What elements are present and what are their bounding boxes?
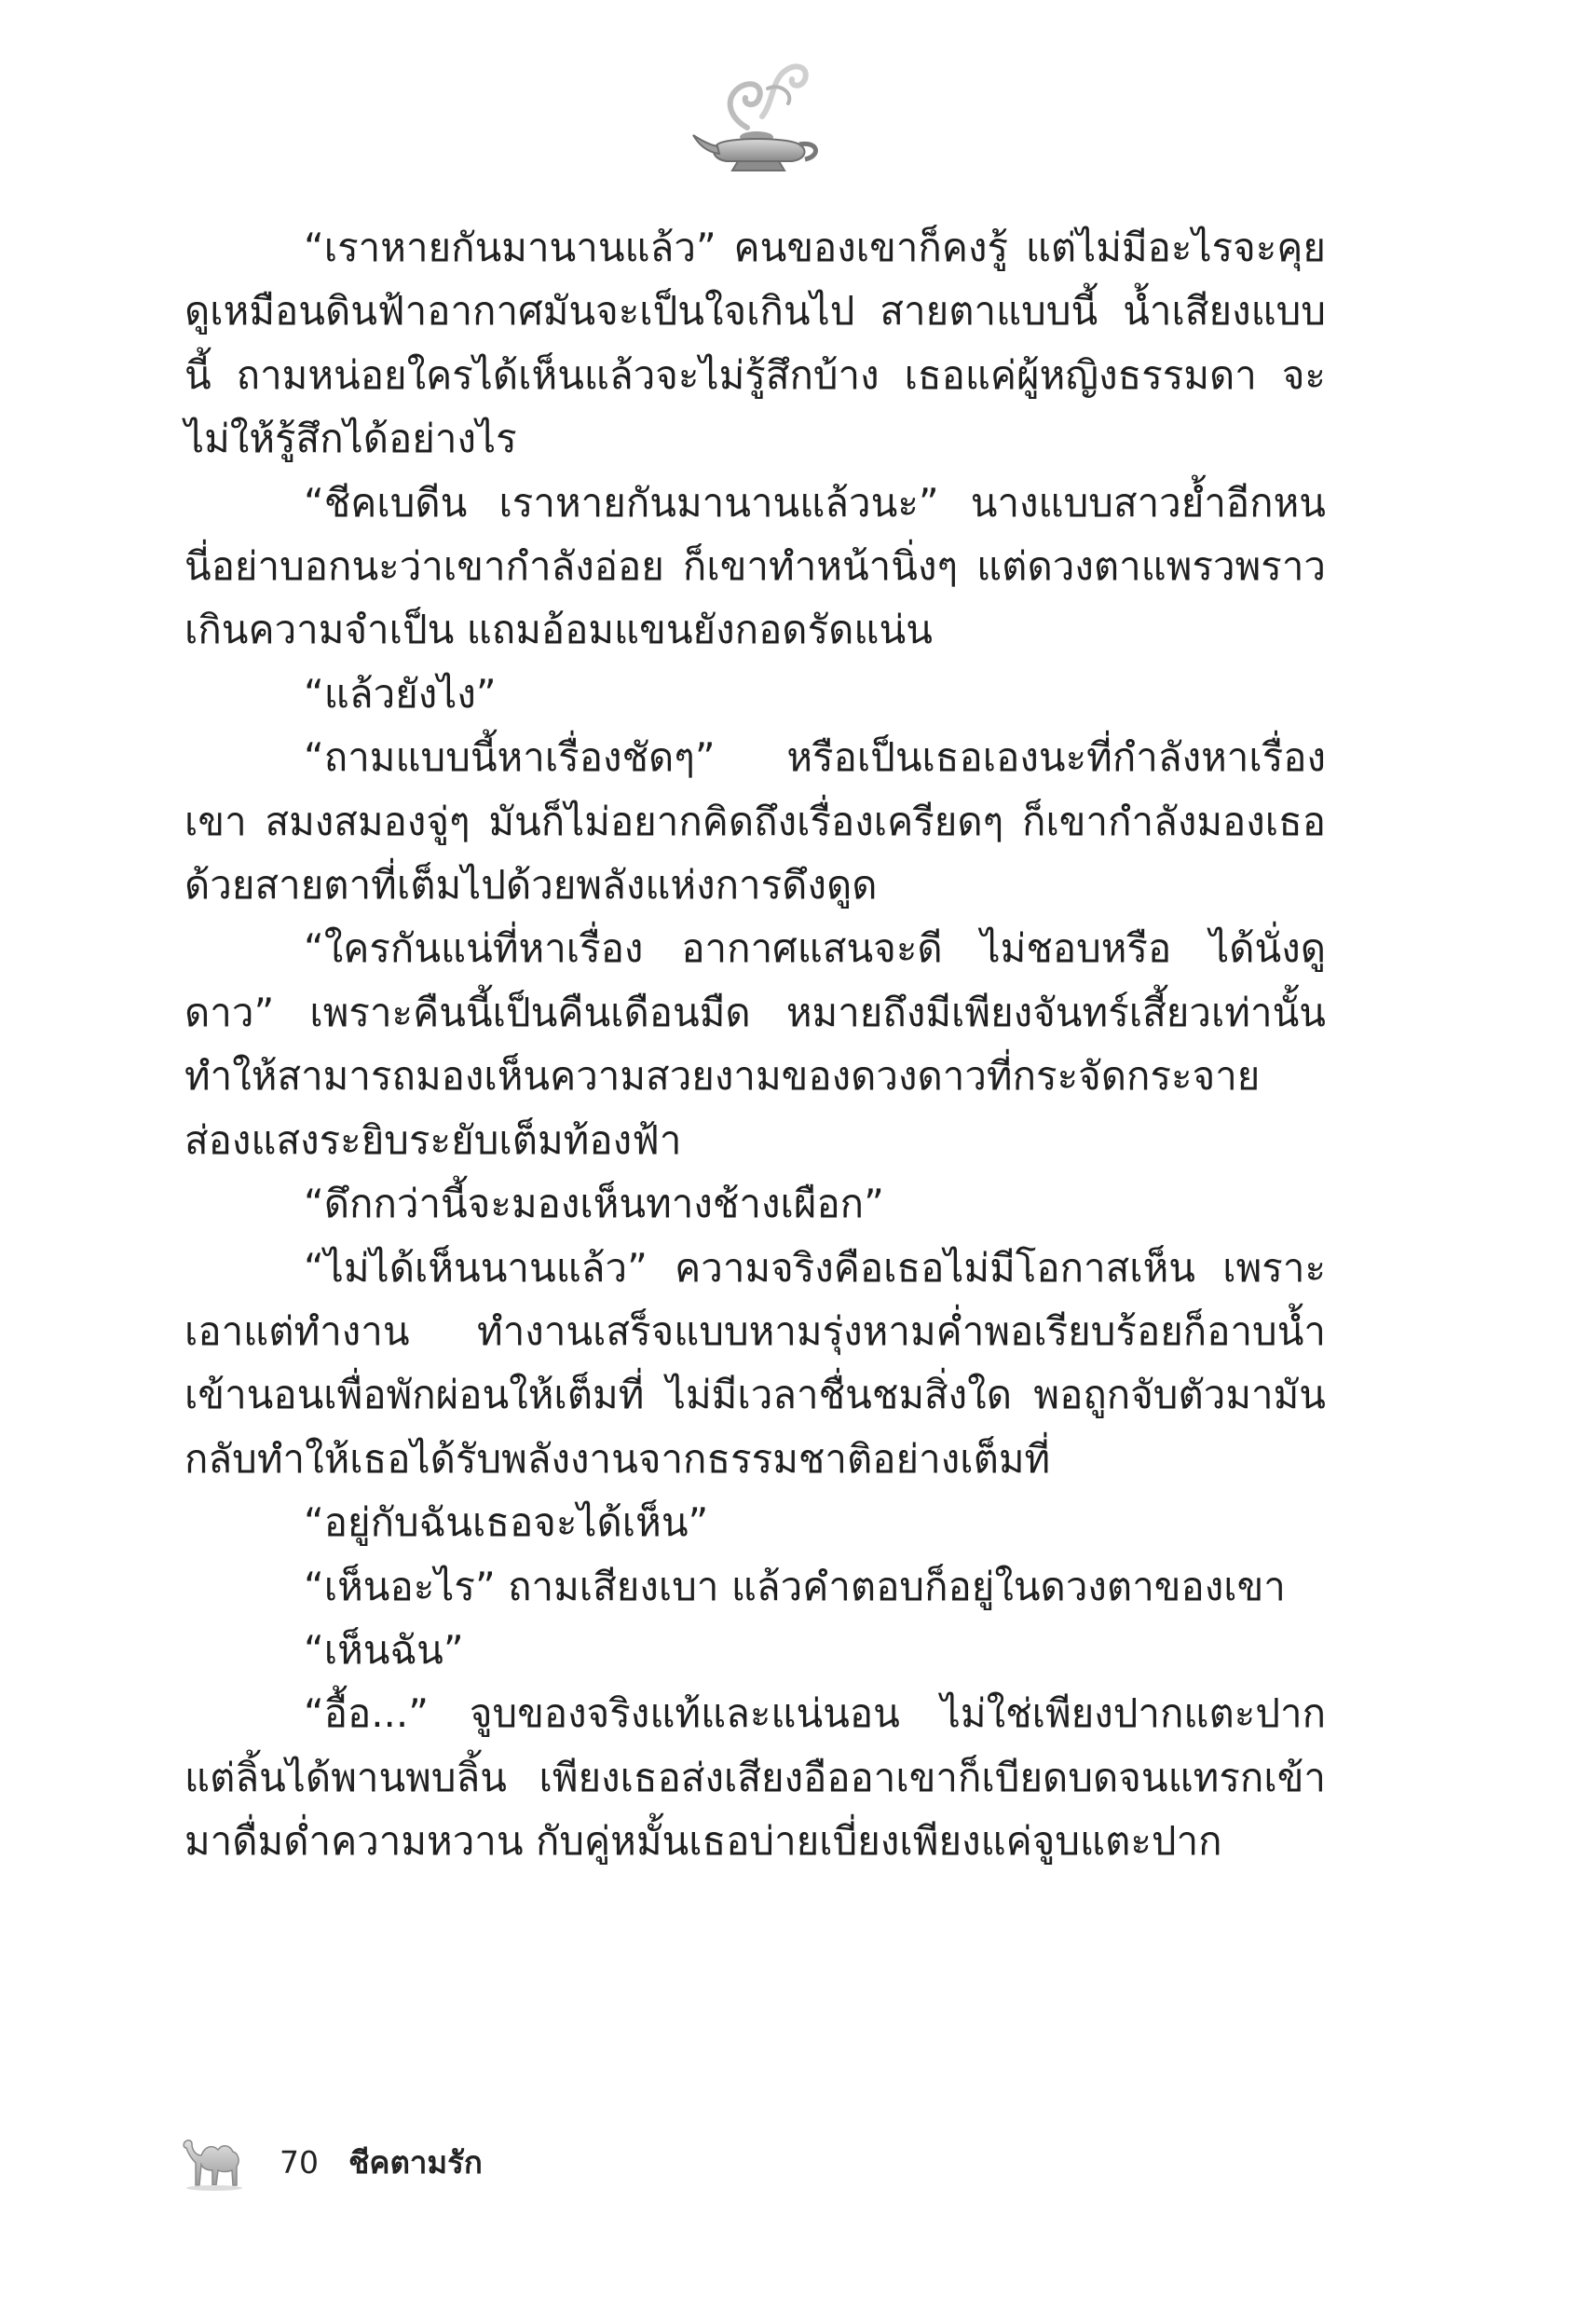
paragraph: “เราหายกันมานานแล้ว” คนของเขาก็คงรู้ แต่ไม่มีอะไรจะคุย ดูเหมือนดินฟ้าอากาศมันจะเป็นใจเกินไป สายตาแบบนี้ น้ำเสียงแบบนี้ ถามหน่อยใครได้เห็นแล้วจะไม่รู้สึกบ้าง เธอแค่ผู้หญิงธรรมดา จะไม่ให้รู้สึกได้อย่างไร [184, 225, 1326, 462]
paragraph: “ใครกันแน่ที่หาเรื่อง อากาศแสนจะดี ไม่ชอบหรือ ได้นั่งดูดาว” เพราะคืนนี้เป็นคืนเดือนมืด หมายถึงมีเพียงจันทร์เสี้ยวเท่านั้น ทำให้สามารถมองเห็นความสวยงามของดวงดาวที่กระจัดกระจายส่องแสงระยิบระยับเต็มท้องฟ้า [184, 925, 1326, 1163]
paragraph: “ถามแบบนี้หาเรื่องชัดๆ” หรือเป็นเธอเองนะที่กำลังหาเรื่องเขา สมงสมองจู่ๆ มันก็ไม่อยากคิดถึงเรื่องเครียดๆ ก็เขากำลังมองเธอด้วยสายตาที่เต็มไปด้วยพลังแห่งการดึงดูด [184, 734, 1326, 909]
paragraph: “แล้วยังไง” [304, 670, 497, 717]
body-text [184, 216, 1326, 1874]
paragraph: “ชีคเบดีน เราหายกันมานานแล้วนะ” นางแบบสาวย้ำอีกหน นี่อย่าบอกนะว่าเขากำลังอ่อย ก็เขาทำหน้านิ่งๆ แต่ดวงตาแพรวพราวเกินความจำเป็น แถมอ้อมแขนยังกอดรัดแน่น [184, 479, 1326, 653]
camel-icon [179, 2133, 250, 2191]
paragraph: “เห็นฉัน” [304, 1626, 464, 1673]
page-footer [179, 2129, 483, 2195]
paragraph: “อยู่กับฉันเธอจะได้เห็น” [304, 1499, 709, 1546]
paragraph: “เห็นอะไร” ถามเสียงเบา แล้วคำตอบก็อยู่ในดวงตาของเขา [304, 1563, 1286, 1609]
paragraph: “ไม่ได้เห็นนานแล้ว” ความจริงคือเธอไม่มีโอกาสเห็น เพราะเอาแต่ทำงาน ทำงานเสร็จแบบหามรุ่งหามค่ำพอเรียบร้อยก็อาบน้ำเข้านอนเพื่อพักผ่อนให้เต็มที่ ไม่มีเวลาชื่นชมสิ่งใด พอถูกจับตัวมามันกลับทำให้เธอได้รับพลังงานจากธรรมชาติอย่างเต็มที่ [184, 1244, 1326, 1482]
paragraph: “ดึกกว่านี้จะมองเห็นทางช้างเผือก” [304, 1181, 884, 1227]
paragraph: “อื้อ...” จูบของจริงแท้และแน่นอน ไม่ใช่เพียงปากแตะปาก แต่ลิ้นได้พานพบลิ้น เพียงเธอส่งเสียงอืออาเขาก็เบียดบดจนแทรกเข้ามาดื่มด่ำความหวาน กับคู่หมั้นเธอบ่ายเบี่ยงเพียงแค่จูบแตะปาก [184, 1690, 1326, 1865]
genie-lamp-icon [689, 51, 829, 177]
page-number: 70 [280, 2143, 319, 2181]
book-title: ชีคตามรัก [348, 2143, 483, 2181]
